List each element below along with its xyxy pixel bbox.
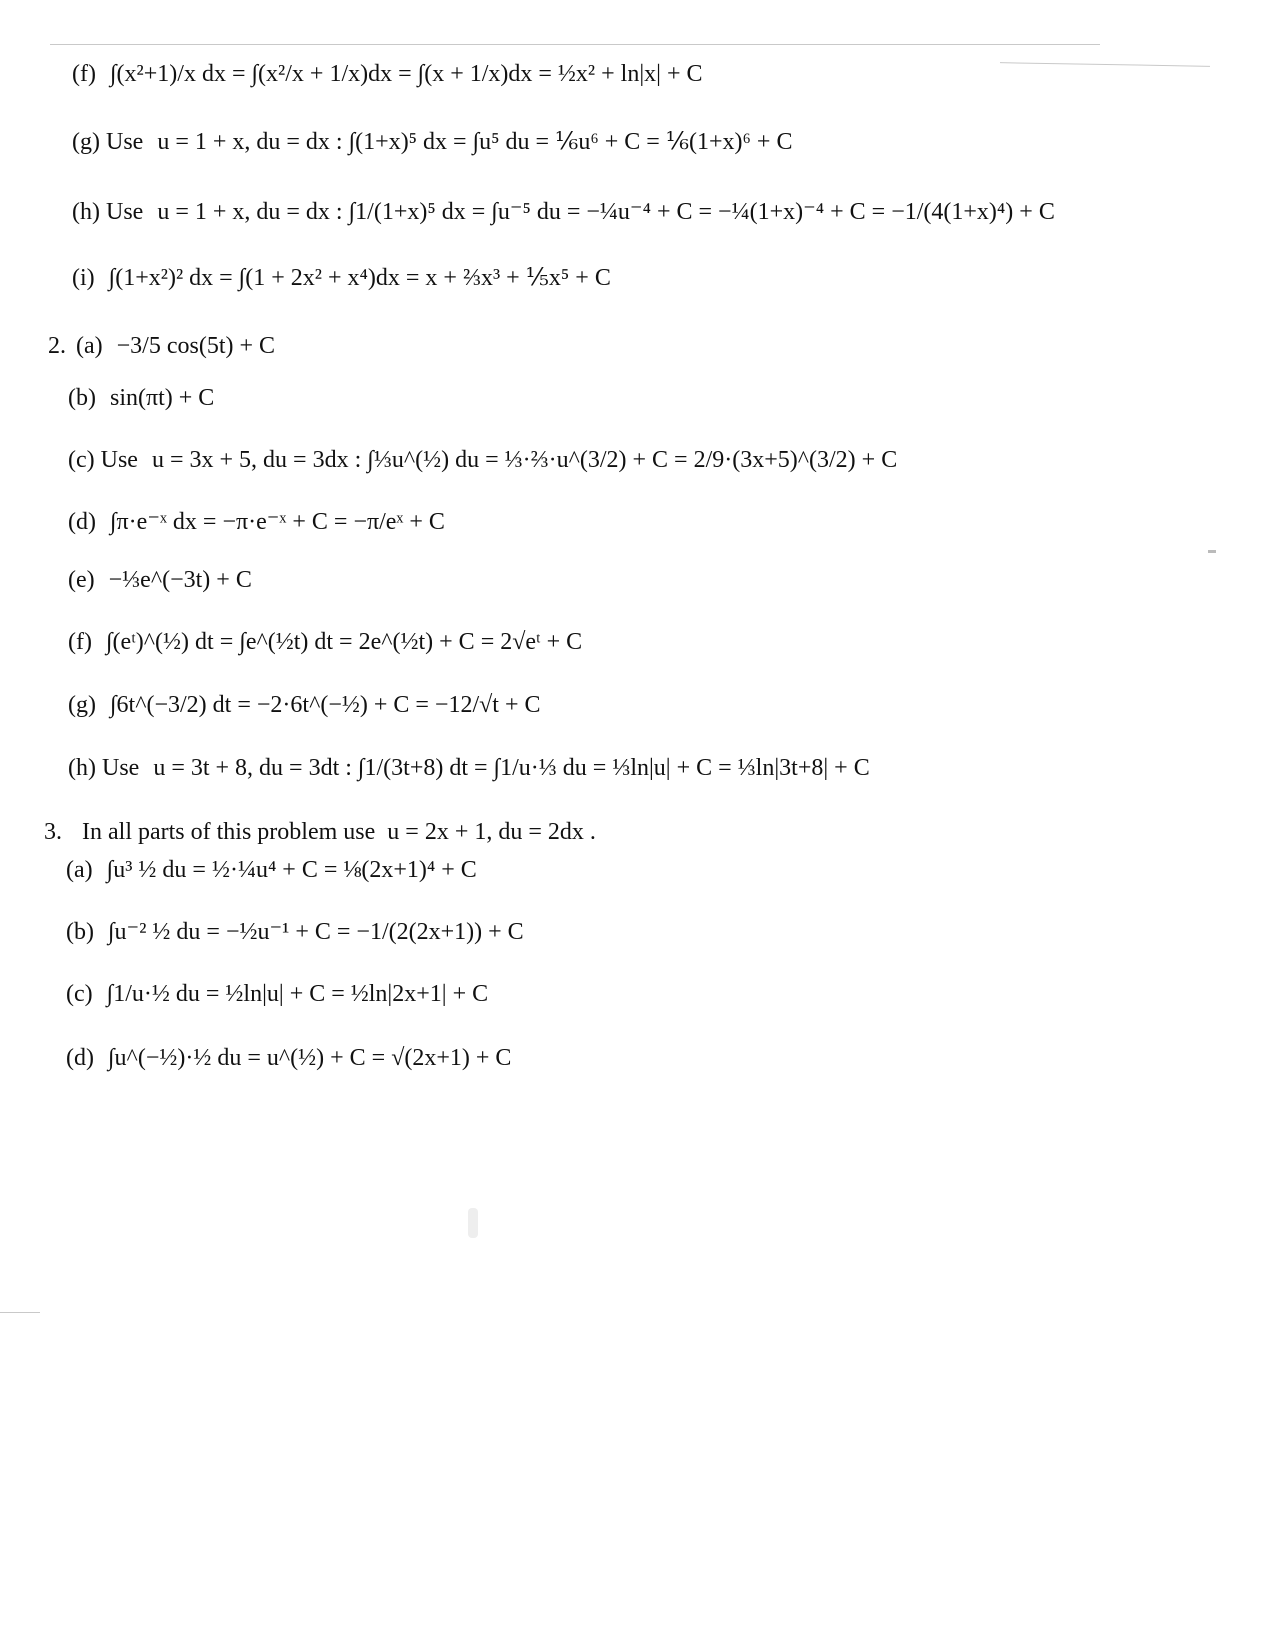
math-expression: u = 1 + x, du = dx : ∫(1+x)⁵ dx = ∫u⁵ du = ⅙u⁶ + C = ⅙(1+x)⁶ + C <box>157 129 793 155</box>
math-expression: ∫(1+x²)² dx = ∫(1 + 2x² + x⁴)dx = x + ⅔x³ + ⅕x⁵ + C <box>108 265 611 291</box>
problem-2e <box>68 568 252 592</box>
problem-3b <box>66 920 524 944</box>
item-label: (d) <box>68 509 96 535</box>
item-label: (f) <box>72 61 96 87</box>
math-expression: u = 3x + 5, du = 3dx : ∫⅓u^(½) du = ⅓·⅔·u^(3/2) + C = 2/9·(3x+5)^(3/2) + C <box>151 447 898 473</box>
problem-2b <box>68 386 214 410</box>
problem-2c <box>68 448 897 472</box>
problem-3c <box>66 982 488 1006</box>
problem-2a <box>48 334 275 358</box>
math-expression: ∫(x²+1)/x dx = ∫(x²/x + 1/x)dx = ∫(x + 1/x)dx = ½x² + ln|x| + C <box>109 61 703 87</box>
item-label: (g) Use <box>72 129 144 155</box>
problem-1f <box>72 62 702 86</box>
problem-number: 2. <box>48 333 66 359</box>
problem-3a <box>66 858 477 882</box>
problem-3-intro <box>44 820 596 844</box>
item-label: (a) <box>76 333 103 359</box>
math-expression: u = 1 + x, du = dx : ∫1/(1+x)⁵ dx = ∫u⁻⁵ du = −¼u⁻⁴ + C = −¼(1+x)⁻⁴ + C = −1/(4(1+x)⁴) + C <box>157 199 1055 225</box>
problem-1g <box>72 130 792 154</box>
scan-top-rule-right <box>1000 62 1210 67</box>
math-expression: sin(πt) + C <box>109 385 215 411</box>
item-label: (g) <box>68 692 96 718</box>
problem-2g <box>68 693 541 717</box>
item-label: (b) <box>66 919 94 945</box>
scan-speck <box>1208 550 1216 553</box>
problem-2h <box>68 756 870 780</box>
math-expression: ∫u⁻² ½ du = −½u⁻¹ + C = −1/(2(2x+1)) + C <box>107 919 524 945</box>
scan-edge-mark <box>0 1312 40 1313</box>
math-expression: ∫(eᵗ)^(½) dt = ∫e^(½t) dt = 2e^(½t) + C = 2√eᵗ + C <box>105 629 583 655</box>
item-label: (d) <box>66 1045 94 1071</box>
math-expression: ∫π·e⁻ˣ dx = −π·e⁻ˣ + C = −π/eˣ + C <box>109 509 445 535</box>
item-label: (i) <box>72 265 95 291</box>
intro-text: In all parts of this problem use <box>82 819 376 845</box>
problem-1i <box>72 266 611 290</box>
item-label: (a) <box>66 857 93 883</box>
problem-2d <box>68 510 445 534</box>
math-expression: ∫u³ ½ du = ½·¼u⁴ + C = ⅛(2x+1)⁴ + C <box>106 857 477 883</box>
math-expression: −⅓e^(−3t) + C <box>108 567 252 593</box>
problem-2f <box>68 630 582 654</box>
intro-math: u = 2x + 1, du = 2dx . <box>387 819 596 845</box>
item-label: (e) <box>68 567 95 593</box>
problem-1h <box>72 200 1055 224</box>
item-label: (c) Use <box>68 447 138 473</box>
scan-top-rule <box>50 44 1100 45</box>
item-label: (b) <box>68 385 96 411</box>
math-expression: ∫u^(−½)·½ du = u^(½) + C = √(2x+1) + C <box>107 1045 512 1071</box>
problem-3d <box>66 1046 511 1070</box>
scan-speck <box>468 1208 478 1238</box>
item-label: (h) Use <box>72 199 144 225</box>
item-label: (f) <box>68 629 92 655</box>
math-expression: ∫1/u·½ du = ½ln|u| + C = ½ln|2x+1| + C <box>106 981 489 1007</box>
problem-number: 3. <box>44 819 62 845</box>
math-expression: ∫6t^(−3/2) dt = −2·6t^(−½) + C = −12/√t + C <box>109 692 541 718</box>
math-expression: u = 3t + 8, du = 3dt : ∫1/(3t+8) dt = ∫1/u·⅓ du = ⅓ln|u| + C = ⅓ln|3t+8| + C <box>153 755 870 781</box>
math-expression: −3/5 cos(5t) + C <box>116 333 276 359</box>
item-label: (c) <box>66 981 93 1007</box>
item-label: (h) Use <box>68 755 140 781</box>
